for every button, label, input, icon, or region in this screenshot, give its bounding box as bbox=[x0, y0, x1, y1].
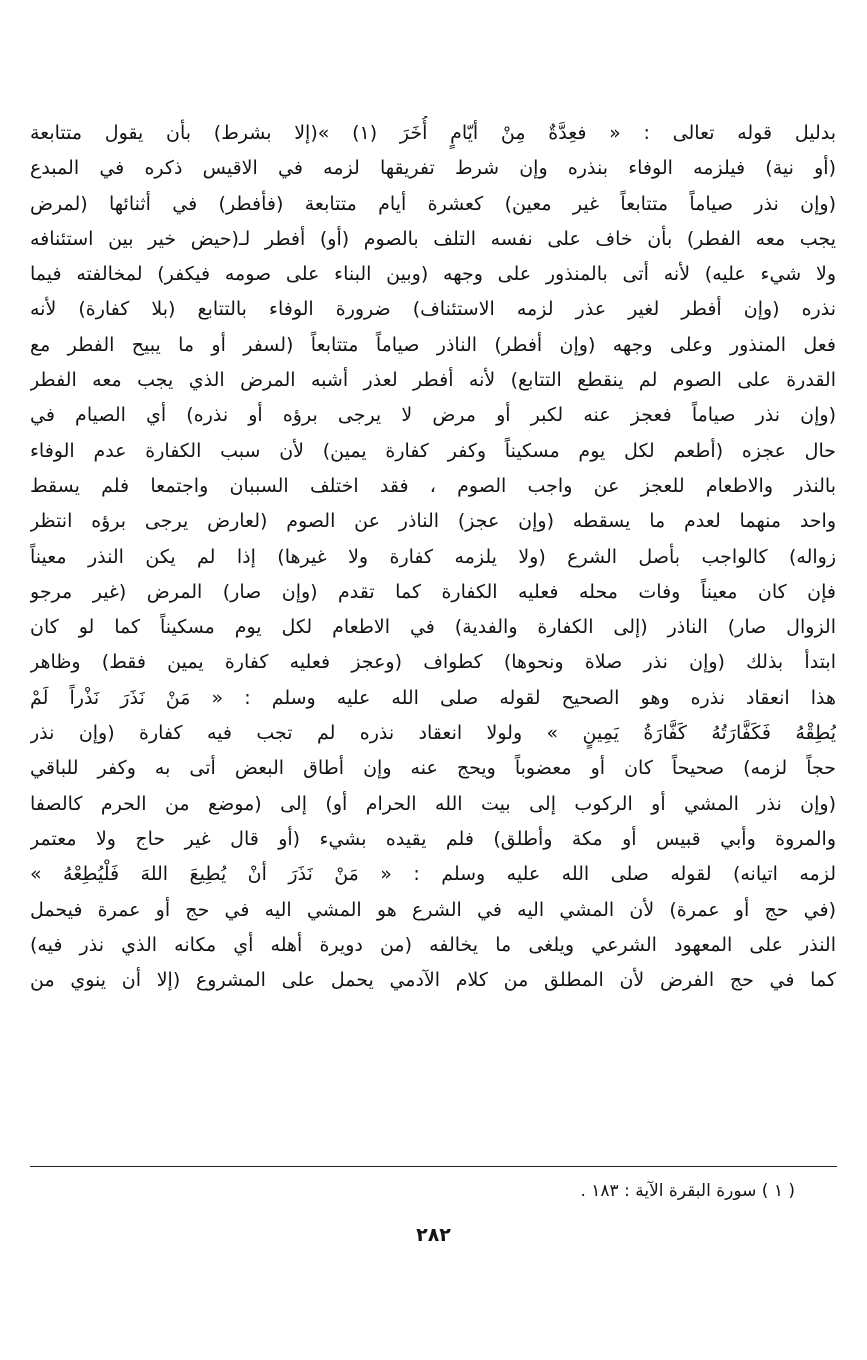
text-line: لزمه اتيانه) لقوله صلى الله عليه وسلم : « مَنْ نَذَرَ أنْ يُطِيعَ اللهَ فَلْيُطِعْهُ » bbox=[30, 863, 836, 886]
text-line: (في حج أو عمرة) لأن المشي اليه في الشرع هو المشي اليه في حج أو عمرة فيحمل bbox=[30, 898, 836, 921]
text-line: (أو نية) فيلزمه الوفاء بنذره وإن شرط تفريقها لزمه في الاقيس ذكره في المبدع bbox=[30, 157, 836, 180]
page-number: ٢٨٢ bbox=[416, 1224, 451, 1246]
text-line: ابتدأ بذلك (وإن نذر صلاة ونحوها) كطواف (وعجز فعليه كفارة يمين فقط) وظاهر bbox=[30, 651, 836, 674]
text-line: ولا شيء عليه) لأنه أتى بالمنذور على وجهه (وبين البناء على صومه فيكفر) لمخالفته فيما bbox=[30, 263, 836, 286]
text-line: والمروة وأبي قبيس أو مكة وأطلق) فلم يقيده بشيء (أو قال غير حاج ولا معتمر bbox=[30, 827, 836, 850]
text-line: بالنذر والاطعام للعجز عن واجب الصوم ، فقد اختلف السببان واجتمعا فلم يسقط bbox=[30, 474, 836, 497]
text-line: الزوال صار) الناذر (إلى الكفارة والفدية) في الاطعام لكل يوم مسكيناً كما لو كان bbox=[30, 616, 836, 639]
text-line: واحد منهما لعدم ما يسقطه (وإن عجز) الناذر عن الصوم (لعارض يرجى برؤه انتظر bbox=[30, 510, 836, 533]
text-line: فإن كان معيناً وفات محله فعليه الكفارة كما تقدم (وإن صار) المرض (غير مرجو bbox=[30, 580, 836, 603]
text-line: النذر على المعهود الشرعي ويلغى ما يخالفه (من دويرة أهله أي مكانه الذي نذر فيه) bbox=[30, 933, 836, 956]
text-line: (وإن نذر المشي أو الركوب إلى بيت الله الحرام أو) إلى (موضع من الحرم كالصفا bbox=[30, 792, 836, 815]
body-text bbox=[30, 116, 836, 998]
footnote-divider bbox=[30, 1166, 837, 1167]
text-line: نذره (وإن أفطر لغير عذر لزمه الاستئناف) ضرورة الوفاء بالتتابع (بلا كفارة) لأنه bbox=[30, 298, 836, 321]
text-line: حال عجزه (أطعم لكل يوم مسكيناً وكفر كفارة يمين) لأن سبب الكفارة عدم الوفاء bbox=[30, 439, 836, 462]
text-line: القدرة على الصوم لم ينقطع التتابع) لأنه أفطر لعذر أشبه المرض الذي يجب معه الفطر bbox=[30, 369, 836, 392]
text-line: يُطِقْهُ فَكَفَّارَتُهُ كَفَّارَةُ يَمِينٍ » ولولا انعقاد نذره لم تجب فيه كفارة (وإن نذر bbox=[30, 722, 836, 745]
text-line: هذا انعقاد نذره وهو الصحيح لقوله صلى الله عليه وسلم : « مَنْ نَذَرَ نَذْراً لَمْ bbox=[30, 686, 836, 709]
text-line: زواله) كالواجب بأصل الشرع (ولا يلزمه كفارة ولا غيرها) إذا لم يكن النذر معيناً bbox=[30, 545, 836, 568]
text-line: (وإن نذر صياماً متتابعاً غير معين) كعشرة أيام متتابعة (فأفطر) في أثنائها (لمرض bbox=[30, 192, 836, 215]
text-line: يجب معه الفطر) بأن خاف على نفسه التلف بالصوم (أو) أفطر لـ(حيض خير بين استئنافه bbox=[30, 227, 836, 250]
footnote: ( ١ ) سورة البقرة الآية : ١٨٣ . bbox=[580, 1181, 795, 1201]
text-line: كما في حج الفرض لأن المطلق من كلام الآدمي يحمل على المشروع (إلا أن ينوي من bbox=[30, 969, 836, 992]
text-line: بدليل قوله تعالى : « فعِدَّةٌ مِنْ أيّامٍ أُخَرَ (١) »(إلا بشرط) بأن يقول متتابعة bbox=[30, 122, 836, 144]
text-line: حجاً لزمه) صحيحاً كان أو معضوباً ويحج عنه وإن أطاق البعض أتى به وكفر للباقي bbox=[30, 757, 836, 780]
text-line: فعل المنذور وعلى وجهه (وإن أفطر) الناذر صياماً متتابعاً (لسفر أو ما يبيح الفطر مع bbox=[30, 333, 836, 356]
text-line: (وإن نذر صياماً فعجز عنه لكبر أو مرض لا يرجى برؤه أو نذره) أي الصيام في bbox=[30, 404, 836, 427]
